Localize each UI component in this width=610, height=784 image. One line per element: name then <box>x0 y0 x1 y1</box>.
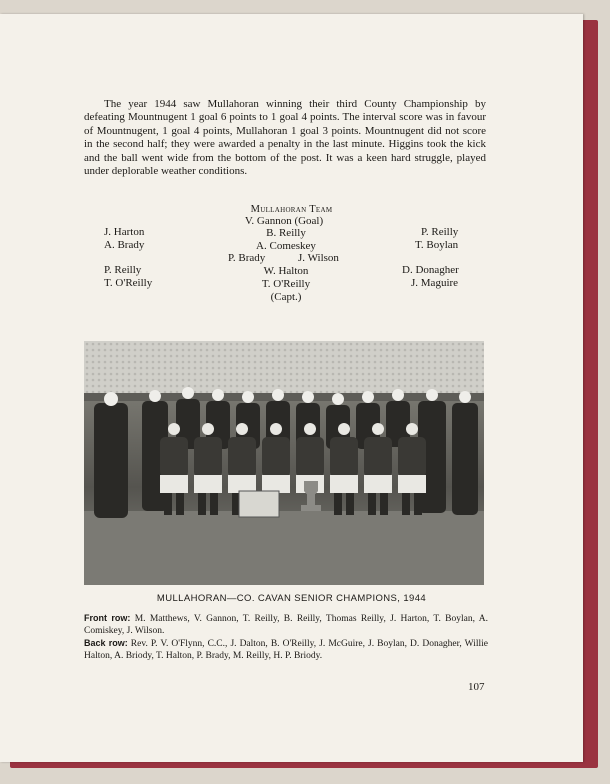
lineup-left-1: J. Harton <box>104 226 145 238</box>
lineup-mid-3a: P. Brady <box>228 252 266 264</box>
lineup-mid-5: T. O'Reilly <box>261 278 311 290</box>
lineup-mid-4: W. Halton <box>263 265 309 277</box>
team-photo-illustration <box>84 341 484 585</box>
lineup-mid-2: A. Comeskey <box>256 240 316 252</box>
team-photograph <box>84 341 484 585</box>
book-page <box>0 14 583 762</box>
lineup-mid-3b: J. Wilson <box>298 252 339 264</box>
lineup-right-3: D. Donagher <box>402 264 459 276</box>
lineup-right-1: P. Reilly <box>421 226 459 238</box>
front-row-list: M. Matthews, V. Gannon, T. Reilly, B. Reilly, Thomas Reilly, J. Harton, T. Boylan, A. Comiskey, J. Wilson. <box>84 614 488 636</box>
lineup-right-2: T. Boylan <box>415 239 459 251</box>
page-number: 107 <box>468 681 485 693</box>
lineup-left-2: A. Brady <box>104 239 145 251</box>
front-row-names <box>84 613 488 637</box>
back-row-names <box>84 638 488 662</box>
match-report-paragraph: The year 1944 saw Mullahoran winning their third County Championship by defeating Mountnugent 1 goal 6 points to 1 goal 4 points. The interval score was in favour of Mountnugent, 1 goal 4 points, Mullahoran 1 goal 3 points. Mountnugent did not score in the second half; they were awarded a penalty in the last minute. Higgins took the kick and the ball went wide from the bottom of the post. It was a keen hard struggle, played under deplorable weather conditions. <box>84 98 486 178</box>
lineup-mid-1: B. Reilly <box>266 227 306 239</box>
lineup-left-4: T. O'Reilly <box>104 277 153 289</box>
lineup-left-3: P. Reilly <box>104 264 142 276</box>
lineup-right-4: J. Maguire <box>411 277 459 289</box>
photo-caption: MULLAHORAN—CO. CAVAN SENIOR CHAMPIONS, 1944 <box>156 593 427 604</box>
back-row-list: Rev. P. V. O'Flynn, C.C., J. Dalton, B. O'Reilly, J. McGuire, J. Boylan, D. Donagher, Willie Halton, A. Briody, T. Halton, P. Brady, M. Reilly, H. P. Briody. <box>84 639 489 661</box>
team-heading: Mullahoran Team <box>250 204 333 215</box>
front-row-label: Front row: <box>84 613 131 623</box>
lineup-goal: V. Gannon (Goal) <box>244 215 324 227</box>
lineup-mid-6: (Capt.) <box>270 291 302 303</box>
back-row-label: Back row: <box>84 638 128 648</box>
